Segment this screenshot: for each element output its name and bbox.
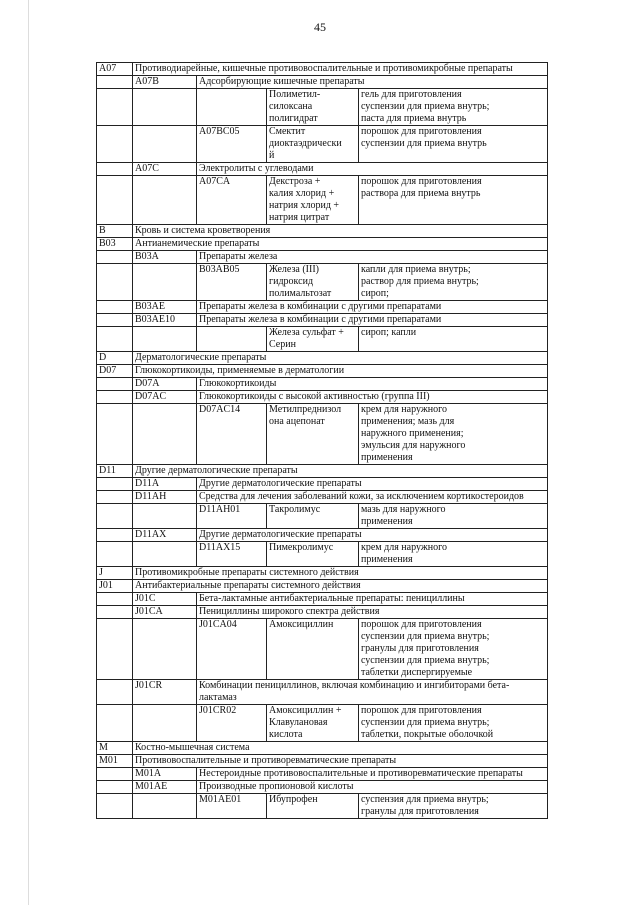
table-cell	[197, 89, 267, 126]
table-cell: Противовоспалительные и противоревматические препараты	[133, 755, 548, 768]
table-cell	[133, 504, 197, 529]
table-cell: капли для приема внутрь; раствор для приема внутрь; сироп;	[359, 264, 548, 301]
table-cell	[97, 794, 133, 819]
table-cell: A07CA	[197, 176, 267, 225]
table-cell: D11A	[133, 478, 197, 491]
table-cell: Другие дерматологические препараты	[197, 529, 548, 542]
table-cell: Препараты железа в комбинации с другими препаратами	[197, 301, 548, 314]
table-cell: Декстроза + калия хлорид + натрия хлорид + натрия цитрат	[267, 176, 359, 225]
table-cell: Нестероидные противовоспалительные и противоревматические препараты	[197, 768, 548, 781]
table-row	[97, 705, 548, 742]
table-cell: A07C	[133, 163, 197, 176]
table-cell: мазь для наружного применения	[359, 504, 548, 529]
table-cell: B03AE10	[133, 314, 197, 327]
table-cell: крем для наружного применения; мазь для наружного применения; эмульсия для наружного применения	[359, 404, 548, 465]
table-cell: B03A	[133, 251, 197, 264]
table-cell: Амоксициллин + Клавулановая кислота	[267, 705, 359, 742]
table-row	[97, 391, 548, 404]
table-cell: Препараты железа	[197, 251, 548, 264]
table-cell: Метилпреднизол она ацепонат	[267, 404, 359, 465]
table-cell	[97, 781, 133, 794]
table-cell	[97, 391, 133, 404]
table-cell: порошок для приготовления суспензии для приема внутрь; таблетки, покрытые оболочкой	[359, 705, 548, 742]
table-cell	[97, 314, 133, 327]
table-cell: Производные пропионовой кислоты	[197, 781, 548, 794]
table-cell: D07AC	[133, 391, 197, 404]
table-row	[97, 301, 548, 314]
table-cell	[97, 606, 133, 619]
table-row	[97, 680, 548, 705]
table-cell: J	[97, 567, 133, 580]
table-cell: M01AE	[133, 781, 197, 794]
table-cell: Препараты железа в комбинации с другими препаратами	[197, 314, 548, 327]
table-row	[97, 478, 548, 491]
table-row	[97, 542, 548, 567]
table-cell: Адсорбирующие кишечные препараты	[197, 76, 548, 89]
table-row	[97, 781, 548, 794]
table-cell: Антианемические препараты	[133, 238, 548, 251]
table-row	[97, 491, 548, 504]
table-cell	[97, 619, 133, 680]
table-row	[97, 163, 548, 176]
table-cell	[97, 504, 133, 529]
table-cell	[97, 89, 133, 126]
table-cell: Глюкокортикоиды	[197, 378, 548, 391]
table-row	[97, 225, 548, 238]
table-cell: B03AE	[133, 301, 197, 314]
table-cell: J01CR02	[197, 705, 267, 742]
table-cell: M01	[97, 755, 133, 768]
table-row	[97, 76, 548, 89]
table-cell: D11AX15	[197, 542, 267, 567]
table-row	[97, 264, 548, 301]
table-cell: Комбинации пенициллинов, включая комбинацию и ингибиторами бета- лактамаз	[197, 680, 548, 705]
table-row	[97, 404, 548, 465]
table-cell: Другие дерматологические препараты	[133, 465, 548, 478]
table-cell: порошок для приготовления раствора для приема внутрь	[359, 176, 548, 225]
table-cell	[97, 491, 133, 504]
table-cell: гель для приготовления суспензии для приема внутрь; паста для приема внутрь	[359, 89, 548, 126]
table-cell	[133, 705, 197, 742]
table-cell	[97, 251, 133, 264]
table-cell: Электролиты с углеводами	[197, 163, 548, 176]
table-cell: M	[97, 742, 133, 755]
table-cell	[97, 404, 133, 465]
table-cell: D11	[97, 465, 133, 478]
table-row	[97, 567, 548, 580]
table-cell	[133, 264, 197, 301]
atc-drug-table	[96, 62, 548, 819]
table-cell: Противодиарейные, кишечные противовоспалительные и противомикробные препараты	[133, 63, 548, 76]
table-cell: M01AE01	[197, 794, 267, 819]
table-cell: J01CA	[133, 606, 197, 619]
table-row	[97, 251, 548, 264]
table-row	[97, 619, 548, 680]
table-row	[97, 176, 548, 225]
table-cell	[133, 619, 197, 680]
table-row	[97, 504, 548, 529]
table-cell: Бета-лактамные антибактериальные препараты: пенициллины	[197, 593, 548, 606]
table-cell	[97, 593, 133, 606]
table-row	[97, 89, 548, 126]
table-cell: сироп; капли	[359, 327, 548, 352]
table-cell	[97, 301, 133, 314]
table-cell: A07BC05	[197, 126, 267, 163]
table-row	[97, 238, 548, 251]
table-cell	[97, 542, 133, 567]
table-cell: B03AB05	[197, 264, 267, 301]
table-cell: D11AH	[133, 491, 197, 504]
table-cell: Ибупрофен	[267, 794, 359, 819]
table-cell	[197, 327, 267, 352]
table-row	[97, 327, 548, 352]
table-cell	[97, 176, 133, 225]
table-cell: Средства для лечения заболеваний кожи, за исключением кортикостероидов	[197, 491, 548, 504]
table-row	[97, 63, 548, 76]
table-cell: D11AX	[133, 529, 197, 542]
table-cell: J01C	[133, 593, 197, 606]
table-cell: Смектит диоктаэдрически й	[267, 126, 359, 163]
table-cell	[97, 126, 133, 163]
table-cell: J01	[97, 580, 133, 593]
table-row	[97, 529, 548, 542]
table-cell	[133, 404, 197, 465]
table-cell: суспензия для приема внутрь; гранулы для приготовления	[359, 794, 548, 819]
table-row	[97, 794, 548, 819]
table-cell	[97, 705, 133, 742]
table-cell: Кровь и система кроветворения	[133, 225, 548, 238]
table-cell: Пимекролимус	[267, 542, 359, 567]
page-number: 45	[314, 20, 326, 34]
table-cell: D	[97, 352, 133, 365]
table-row	[97, 126, 548, 163]
table-cell	[133, 327, 197, 352]
table-cell: Противомикробные препараты системного действия	[133, 567, 548, 580]
table-cell: Глюкокортикоиды с высокой активностью (группа III)	[197, 391, 548, 404]
table-cell: D07	[97, 365, 133, 378]
table-cell	[97, 768, 133, 781]
table-cell	[97, 529, 133, 542]
table-cell: порошок для приготовления суспензии для приема внутрь	[359, 126, 548, 163]
table-cell: D11AH01	[197, 504, 267, 529]
table-row	[97, 580, 548, 593]
table-cell: Антибактериальные препараты системного действия	[133, 580, 548, 593]
table-row	[97, 365, 548, 378]
table-cell	[133, 542, 197, 567]
table-cell: Такролимус	[267, 504, 359, 529]
scan-edge	[28, 0, 29, 905]
table-cell: A07B	[133, 76, 197, 89]
table-cell: Железа сульфат + Серин	[267, 327, 359, 352]
table-cell	[97, 163, 133, 176]
table-cell	[97, 478, 133, 491]
table-row	[97, 742, 548, 755]
table-cell: Железа (III) гидроксид полимальтозат	[267, 264, 359, 301]
table-cell: A07	[97, 63, 133, 76]
table-cell: порошок для приготовления суспензии для приема внутрь; гранулы для приготовления суспензии для приема внутрь; таблетки диспергируемые	[359, 619, 548, 680]
table-cell	[133, 176, 197, 225]
table-cell: J01CA04	[197, 619, 267, 680]
table-row	[97, 768, 548, 781]
table-row	[97, 378, 548, 391]
table-cell: B	[97, 225, 133, 238]
table-cell: D07AC14	[197, 404, 267, 465]
table-cell: Полиметил- силоксана полигидрат	[267, 89, 359, 126]
table-row	[97, 755, 548, 768]
table-cell: крем для наружного применения	[359, 542, 548, 567]
table-cell	[97, 76, 133, 89]
table-cell	[133, 89, 197, 126]
table-cell: J01CR	[133, 680, 197, 705]
table-cell	[97, 378, 133, 391]
table-cell: Дерматологические препараты	[133, 352, 548, 365]
table-cell: Костно-мышечная система	[133, 742, 548, 755]
table-cell: B03	[97, 238, 133, 251]
table-row	[97, 606, 548, 619]
table-row	[97, 465, 548, 478]
table-row	[97, 314, 548, 327]
table-cell: M01A	[133, 768, 197, 781]
table-cell: Глюкокортикоиды, применяемые в дерматологии	[133, 365, 548, 378]
table-cell: Пенициллины широкого спектра действия	[197, 606, 548, 619]
table-cell	[97, 327, 133, 352]
table-cell	[97, 680, 133, 705]
table-cell	[133, 126, 197, 163]
table-cell: Амоксициллин	[267, 619, 359, 680]
table-cell: Другие дерматологические препараты	[197, 478, 548, 491]
table-cell	[133, 794, 197, 819]
table-row	[97, 593, 548, 606]
table-cell: D07A	[133, 378, 197, 391]
table-cell	[97, 264, 133, 301]
table-row	[97, 352, 548, 365]
